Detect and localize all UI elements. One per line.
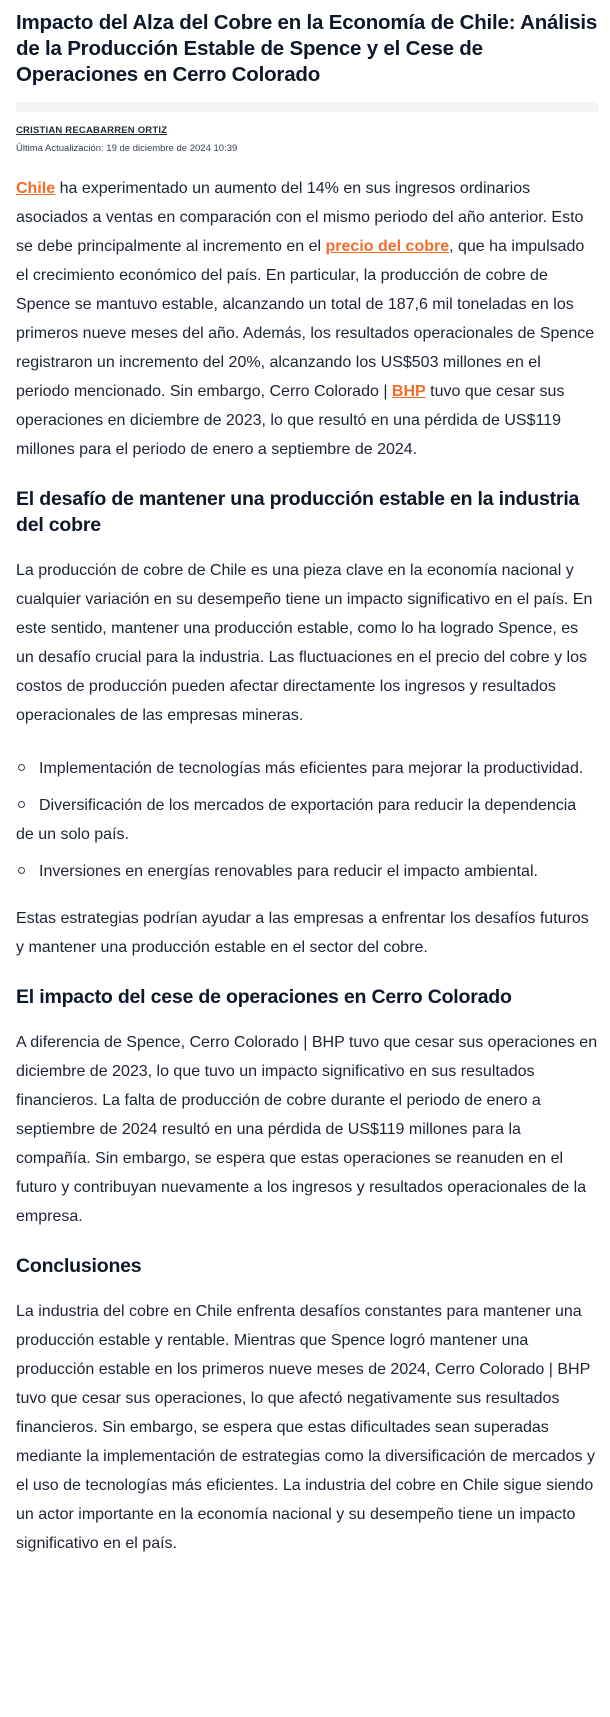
link-precio-del-cobre[interactable]: precio del cobre: [325, 238, 450, 255]
section-closing-desafio: Estas estrategias podrían ayudar a las empresas a enfrentar los desafíos futuros y mantener una producción estable en el sector del cobre.: [16, 910, 589, 956]
article-title: Impacto del Alza del Cobre en la Economía de Chile: Análisis de la Producción Estable de Spence y el Cese de Operaciones en Cerro Colorado: [16, 11, 598, 86]
section-paragraph-cese: A diferencia de Spence, Cerro Colorado | BHP tuvo que cesar sus operaciones en diciembre de 2023, lo que tuvo un impacto significativo en sus resultados financieros. La falta de producción de cobre durante el periodo de enero a septiembre de 2024 resultó en una pérdida de US$119 millones para la compañía. Sin embargo, se espera que estas operaciones se reanuden en el futuro y contribuyan nuevamente a los ingresos y resultados operacionales de la empresa.: [16, 1034, 598, 1225]
section-paragraph-conclusiones: La industria del cobre en Chile enfrenta desafíos constantes para mantener una producción estable y rentable. Mientras que Spence logró mantener una producción estable en los primeros nueve meses de 2024, Cerro Colorado | BHP tuvo que cesar sus operaciones, lo que afectó negativamente sus resultados financieros. Sin embargo, se espera que estas dificultades sean superadas mediante la implementación de estrategias como la diversificación de mercados y el uso de tecnologías más eficientes. La industria del cobre en Chile sigue siendo un actor importante en la economía nacional y su desempeño tiene un impacto significativo en el país.: [16, 1303, 595, 1552]
bullet-circle-icon: [18, 801, 25, 808]
intro-text-1: ha experimentado un aumento del 14% en sus ingresos ordinarios asociados a ventas en comparación con el mismo periodo del año anterior. Esto se debe principalmente al incremento en el: [16, 180, 584, 255]
bullet-circle-icon: [18, 867, 25, 874]
list-item: Inversiones en energías renovables para reducir el impacto ambiental.: [16, 857, 598, 886]
list-item: Implementación de tecnologías más eficientes para mejorar la productividad.: [16, 754, 598, 783]
section-heading-cese: El impacto del cese de operaciones en Cerro Colorado: [16, 986, 512, 1008]
intro-text-2: , que ha impulsado el crecimiento económico del país. En particular, la producción de cobre de Spence se mantuvo estable, alcanzando un total de 187,6 mil toneladas en los primeros nueve meses del año. Además, los resultados operacionales de Spence registraron un incremento del 20%, alcanzando los US$503 millones en el periodo mencionado. Sin embargo, Cerro Colorado |: [16, 238, 595, 400]
strategy-list: [16, 754, 598, 886]
link-bhp[interactable]: BHP: [391, 383, 426, 400]
link-chile[interactable]: Chile: [16, 180, 56, 197]
list-item: Diversificación de los mercados de exportación para reducir la dependencia de un solo país.: [16, 797, 577, 843]
intro-text-3: tuvo que cesar sus operaciones en diciembre de 2023, lo que resultó en una pérdida de US$119 millones para el periodo de enero a septiembre de 2024.: [16, 383, 565, 458]
last-updated: Última Actualización: 19 de diciembre de 2024 10:39: [16, 143, 238, 154]
intro-paragraph: [16, 174, 598, 464]
divider-band: [16, 102, 598, 112]
author-name[interactable]: CRISTIAN RECABARREN ORTIZ: [16, 125, 168, 136]
section-paragraph-desafio: La producción de cobre de Chile es una pieza clave en la economía nacional y cualquier variación en su desempeño tiene un impacto significativo en el país. En este sentido, mantener una producción estable, como lo ha logrado Spence, es un desafío crucial para la industria. Las fluctuaciones en el precio del cobre y los costos de producción pueden afectar directamente los ingresos y resultados operacionales de las empresas mineras.: [16, 562, 593, 724]
bullet-circle-icon: [18, 764, 25, 771]
section-heading-conclusiones: Conclusiones: [16, 1255, 142, 1277]
section-heading-desafio: El desafío de mantener una producción estable en la industria del cobre: [16, 488, 580, 536]
